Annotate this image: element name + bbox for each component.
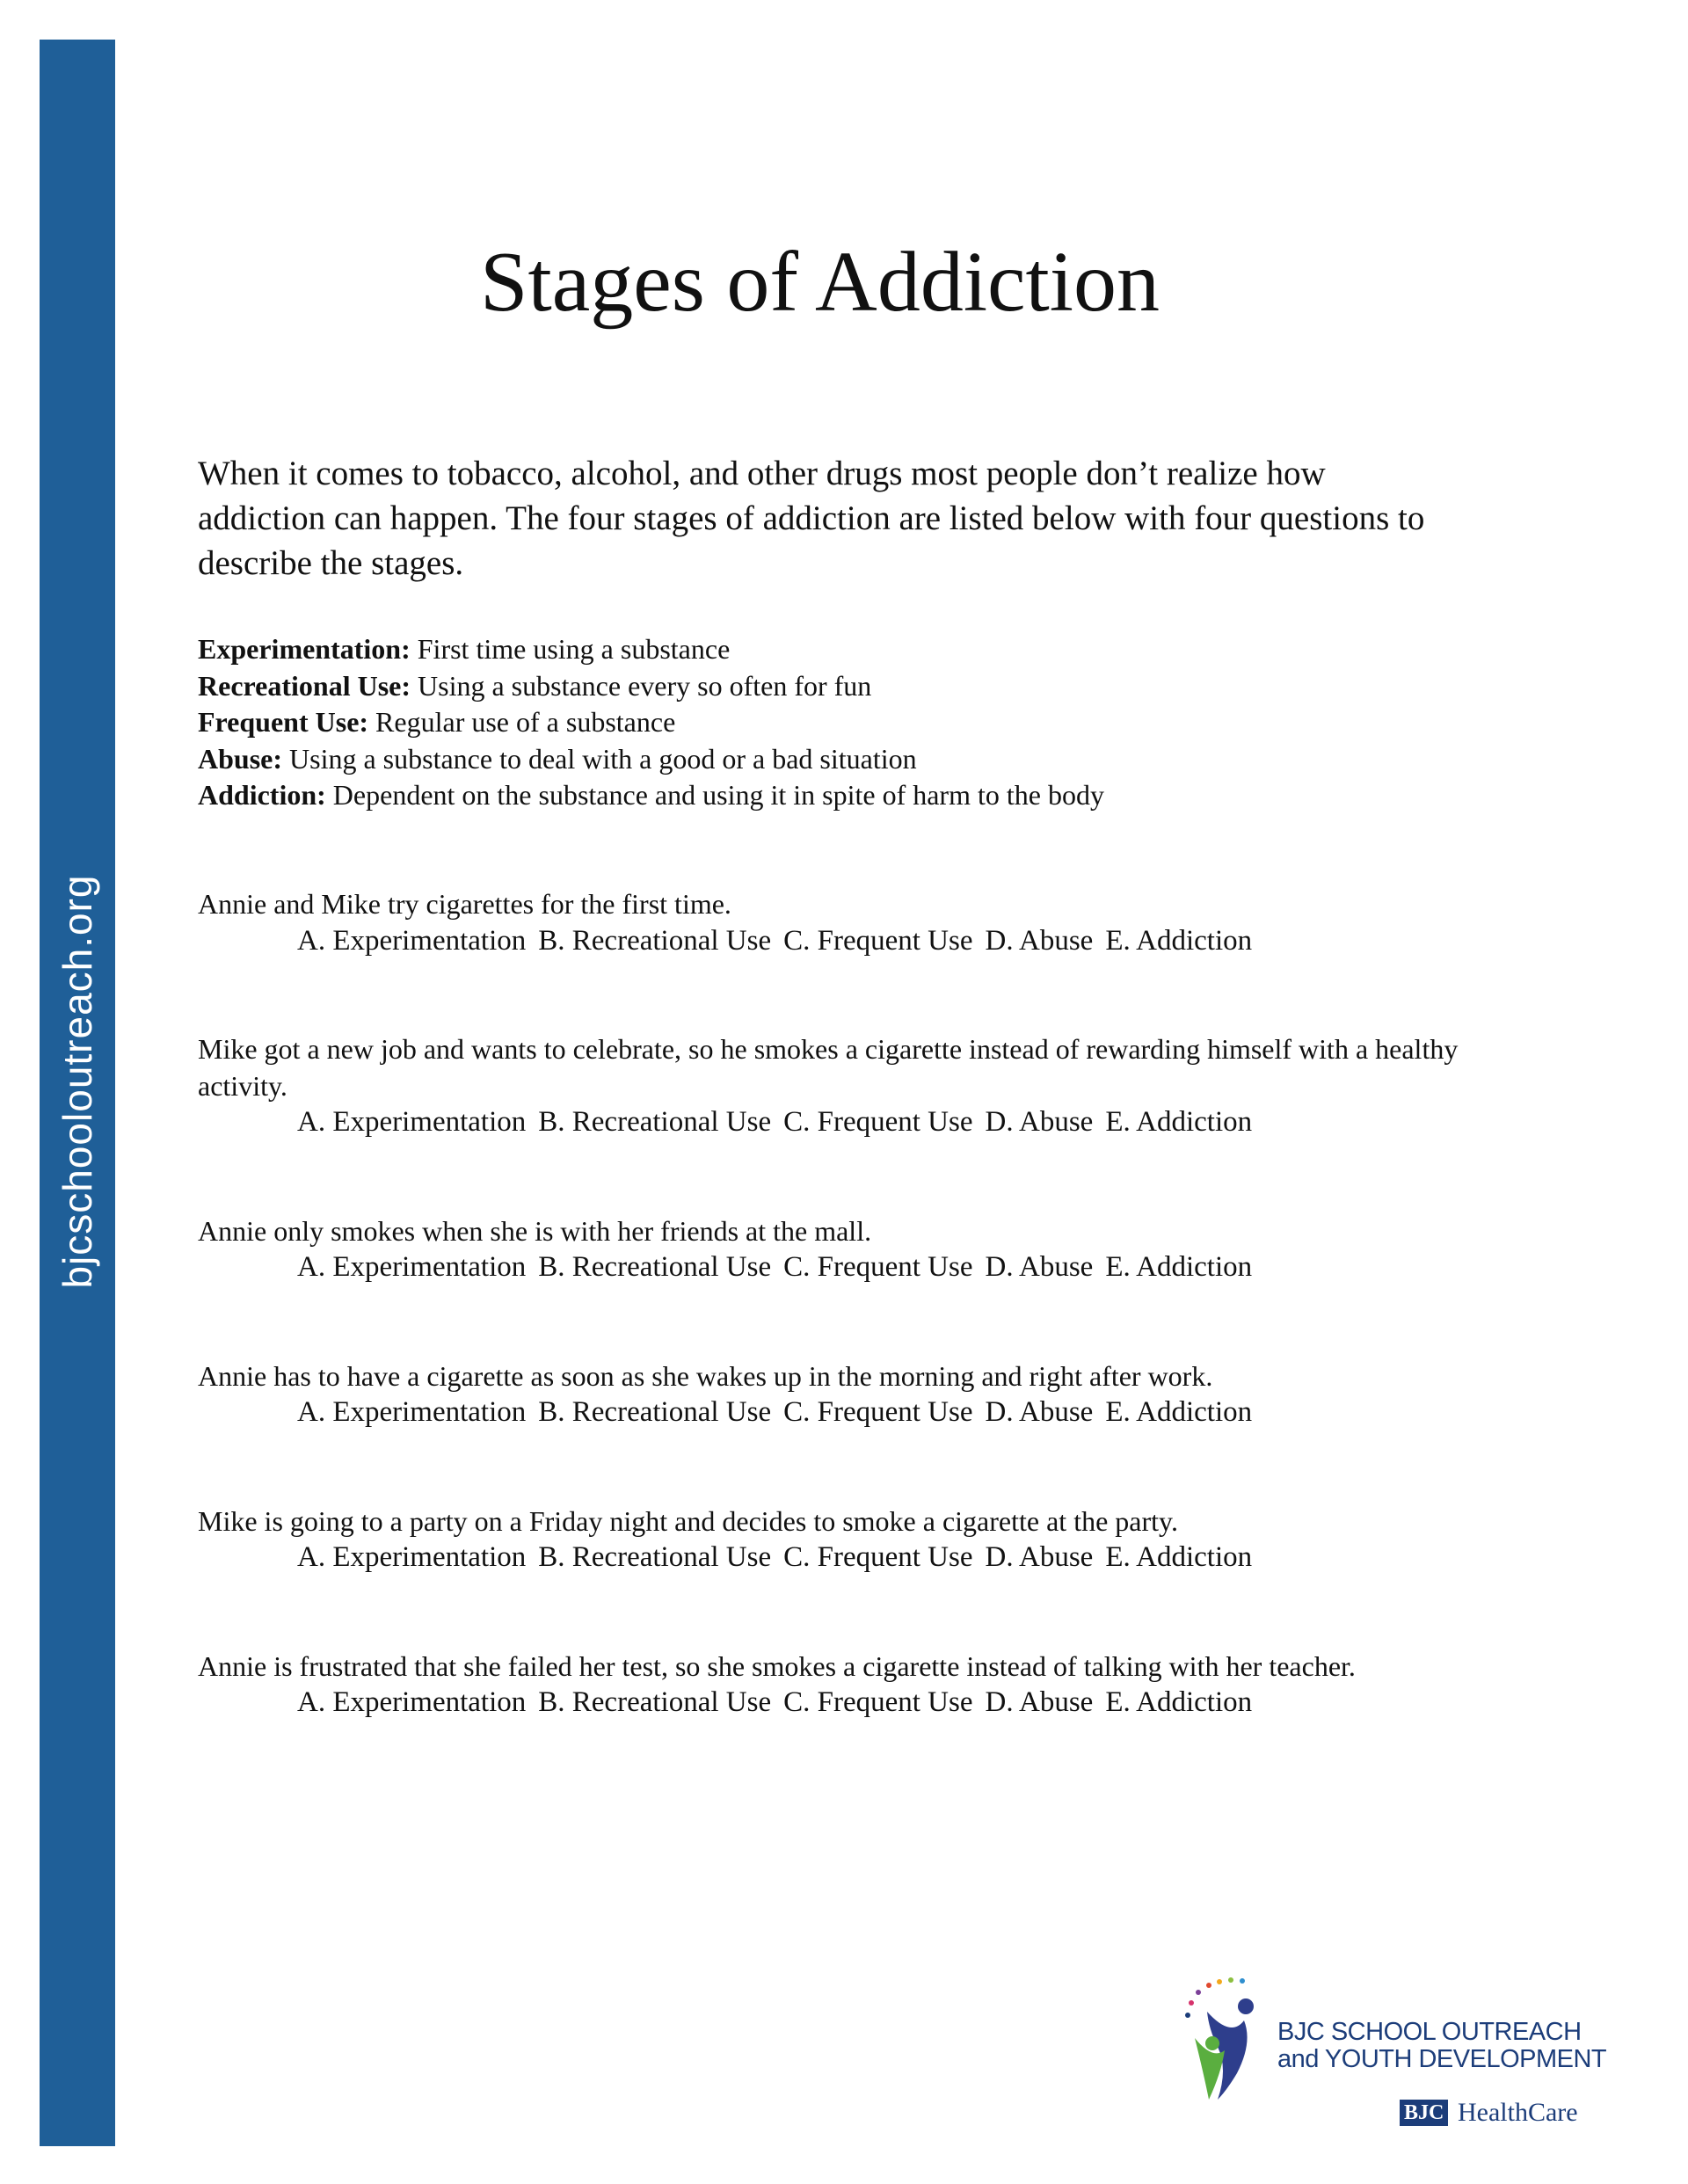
option-b[interactable]: B. Recreational Use (538, 1396, 772, 1428)
page-title: Stages of Addiction (479, 235, 1160, 330)
option-e[interactable]: E. Addiction (1105, 1686, 1253, 1718)
option-b[interactable]: B. Recreational Use (538, 1541, 772, 1573)
question-item (198, 1031, 1517, 1141)
option-d[interactable]: D. Abuse (985, 1396, 1094, 1428)
logo-text-line1: BJC SCHOOL OUTREACH (1277, 2018, 1582, 2046)
option-c[interactable]: C. Frequent Use (783, 1251, 973, 1283)
option-d[interactable]: D. Abuse (985, 1106, 1094, 1138)
option-b[interactable]: B. Recreational Use (538, 1106, 772, 1138)
option-a[interactable]: A. Experimentation (297, 1396, 527, 1428)
question-item (198, 1649, 1517, 1722)
option-a[interactable]: A. Experimentation (297, 924, 527, 957)
option-e[interactable]: E. Addiction (1105, 924, 1253, 957)
definition-item (198, 741, 1517, 778)
definition-item (198, 668, 1517, 705)
question-item (198, 1503, 1517, 1576)
sidebar-url: bjcschooloutreach.org (55, 874, 100, 1289)
option-e[interactable]: E. Addiction (1105, 1396, 1253, 1428)
option-e[interactable]: E. Addiction (1105, 1106, 1253, 1138)
answer-options (297, 1249, 1517, 1286)
question-text: Annie has to have a cigarette as soon as she wakes up in the morning and right after work. (198, 1359, 1213, 1392)
option-d[interactable]: D. Abuse (985, 1251, 1094, 1283)
question-text: Mike is going to a party on a Friday night and decides to smoke a cigarette at the party. (198, 1504, 1178, 1537)
definition-item (198, 777, 1517, 814)
bjc-badge: BJC (1400, 2100, 1448, 2126)
answer-options (297, 1685, 1517, 1722)
answer-options (297, 923, 1517, 960)
questions-list (198, 886, 1517, 1794)
intro-paragraph: When it comes to tobacco, alcohol, and other drugs most people don’t realize how addiction can happen. The four stages of addiction are listed below with four questions to describe the stages. (198, 455, 1425, 582)
question-text: Annie only smokes when she is with her friends at the mall. (198, 1214, 872, 1247)
question-text: Mike got a new job and wants to celebrate, so he smokes a cigarette instead of rewarding himself with a healthy activity. (198, 1033, 1459, 1102)
option-b[interactable]: B. Recreational Use (538, 1251, 772, 1283)
option-d[interactable]: D. Abuse (985, 924, 1094, 957)
answer-options (297, 1394, 1517, 1431)
definition-desc: Dependent on the substance and using it in spite of harm to the body (325, 779, 1104, 811)
question-item (198, 886, 1517, 959)
option-d[interactable]: D. Abuse (985, 1686, 1094, 1718)
definition-term: Recreational Use: (198, 669, 411, 702)
definition-term: Addiction: (198, 779, 326, 811)
definition-item (198, 704, 1517, 741)
option-a[interactable]: A. Experimentation (297, 1686, 527, 1718)
definition-desc: Regular use of a substance (368, 706, 676, 738)
option-e[interactable]: E. Addiction (1105, 1251, 1253, 1283)
option-d[interactable]: D. Abuse (985, 1541, 1094, 1573)
definition-desc: Using a substance to deal with a good or a bad situation (282, 742, 917, 775)
definition-term: Experimentation: (198, 633, 411, 665)
definition-term: Abuse: (198, 742, 283, 775)
question-item (198, 1213, 1517, 1286)
bjc-logo (1182, 1968, 1607, 2144)
answer-options (297, 1104, 1517, 1141)
option-e[interactable]: E. Addiction (1105, 1541, 1253, 1573)
question-text: Annie and Mike try cigarettes for the first time. (198, 888, 731, 920)
option-c[interactable]: C. Frequent Use (783, 1106, 973, 1138)
option-c[interactable]: C. Frequent Use (783, 1541, 973, 1573)
definitions-list (198, 631, 1517, 814)
option-a[interactable]: A. Experimentation (297, 1251, 527, 1283)
definition-item (198, 631, 1517, 668)
option-c[interactable]: C. Frequent Use (783, 1686, 973, 1718)
option-a[interactable]: A. Experimentation (297, 1541, 527, 1573)
definition-desc: First time using a substance (410, 633, 731, 665)
option-c[interactable]: C. Frequent Use (783, 1396, 973, 1428)
answer-options (297, 1540, 1517, 1576)
logo-text-line2: and YOUTH DEVELOPMENT (1277, 2045, 1607, 2073)
definition-term: Frequent Use: (198, 706, 369, 738)
definition-desc: Using a substance every so often for fun (411, 669, 872, 702)
person-stars-icon (1182, 1977, 1279, 2108)
question-text: Annie is frustrated that she failed her test, so she smokes a cigarette instead of talking with her teacher. (198, 1649, 1356, 1682)
option-b[interactable]: B. Recreational Use (538, 924, 772, 957)
question-item (198, 1358, 1517, 1431)
option-b[interactable]: B. Recreational Use (538, 1686, 772, 1718)
option-a[interactable]: A. Experimentation (297, 1106, 527, 1138)
bjc-healthcare-text: HealthCare (1458, 2098, 1578, 2127)
option-c[interactable]: C. Frequent Use (783, 924, 973, 957)
